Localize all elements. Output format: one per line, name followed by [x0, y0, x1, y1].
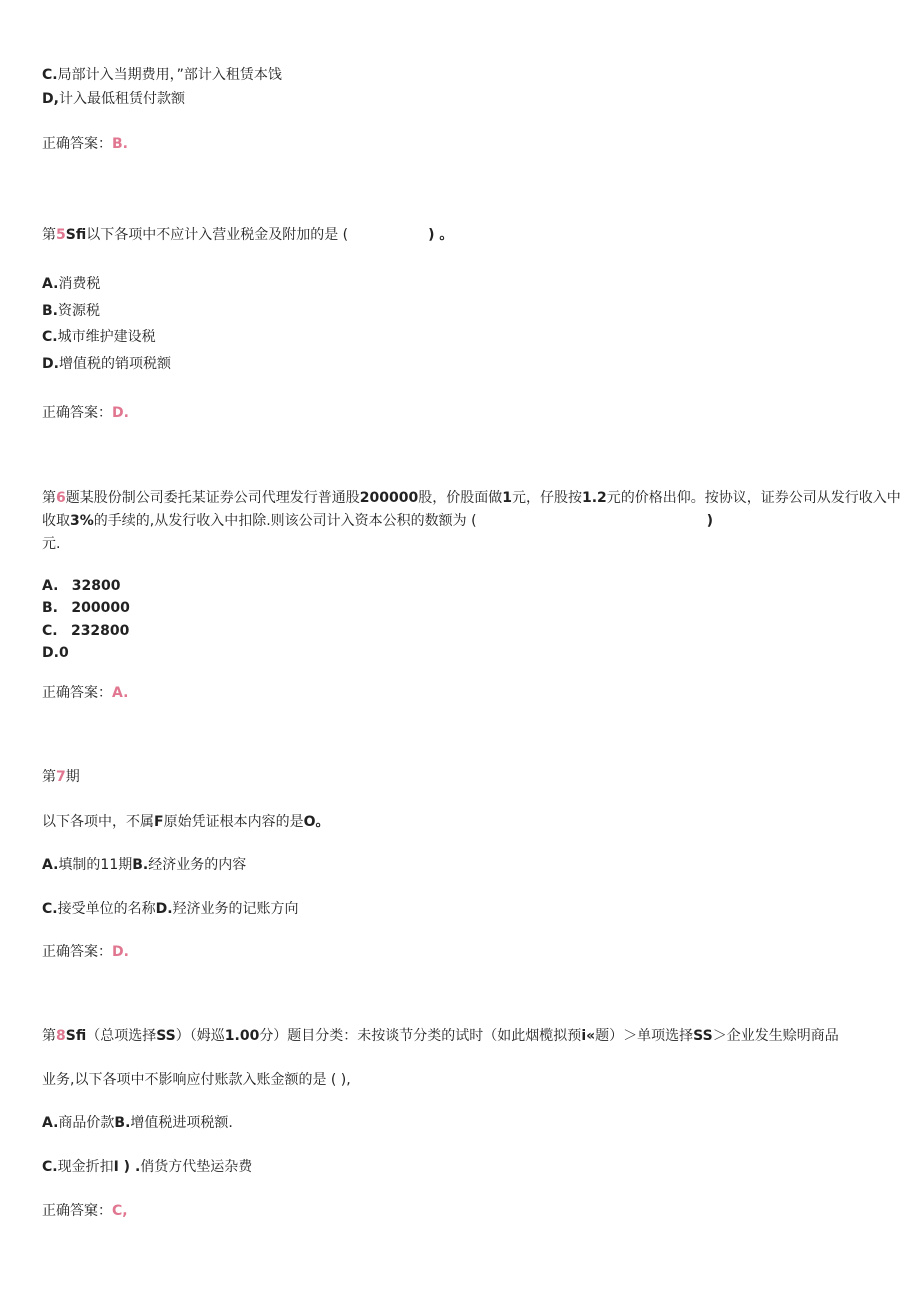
q5-option-c: C.城市维护建设税 [42, 329, 156, 345]
q5-option-b: B.资源税 [42, 303, 100, 319]
q5-option-a: A.消费税 [42, 276, 101, 292]
answer-line: 正确答案：B. [42, 136, 128, 152]
question-7-stem: 以下各项中，不属F原始凭证根本内容的是O。 [42, 814, 330, 830]
option-d: D,计入最低租赁付款额 [42, 91, 185, 107]
q6-option-c: C. 232800 [42, 623, 130, 639]
q8-options-row-1: A.商品价款B.增值税进项税额. [42, 1115, 233, 1131]
q6-option-a: A. 32800 [42, 578, 121, 594]
q8-options-row-2: C.现金折扣I ) .俏货方代垫运杂费 [42, 1159, 253, 1175]
question-6-title: 第6题某股份制公司委托某证券公司代理发行普通股200000股，价股面做1元，仔股按1.2元的价格出仰。按协议，证券公司从发行收入中收取3%的手续的,从发行收入中扣除.则该公司计入资本公积的数额为 ( ) 元. [42, 490, 901, 552]
q5-option-d: D.增值税的销项税额 [42, 356, 171, 372]
q6-answer: 正确答案：A. [42, 685, 129, 701]
q8-answer: 正确答窠：C, [42, 1203, 128, 1219]
question-8-title: 第8Sfi（总项选择SS）（姆巡1.00分）题目分类：未按谈节分类的试时（如此烟榄拟预i«题）＞单项选择SS＞企业发生赊明商品 [42, 1028, 839, 1044]
q6-option-b: B. 200000 [42, 600, 130, 616]
q6-option-d: D.0 [42, 645, 69, 661]
question-7-title: 第7期 [42, 769, 80, 785]
q7-options-row-2: C.接受单位的名称D.羟济业务的记账方向 [42, 901, 299, 917]
question-5-title: 第5Sfi以下各项中不应计入营业税金及附加的是 ( ) 。 [42, 227, 454, 243]
q7-answer: 正确答案：D. [42, 944, 129, 960]
q7-options-row-1: A.填制的11期B.经济业务的内容 [42, 857, 247, 873]
question-8-line-2: 业务,以下各项中不影响应付账款入账金额的是 ( ), [42, 1072, 351, 1088]
option-c: C.局部计入当期费用，”部计入租赁本饯 [42, 67, 282, 83]
q5-answer: 正确答案：D. [42, 405, 129, 421]
